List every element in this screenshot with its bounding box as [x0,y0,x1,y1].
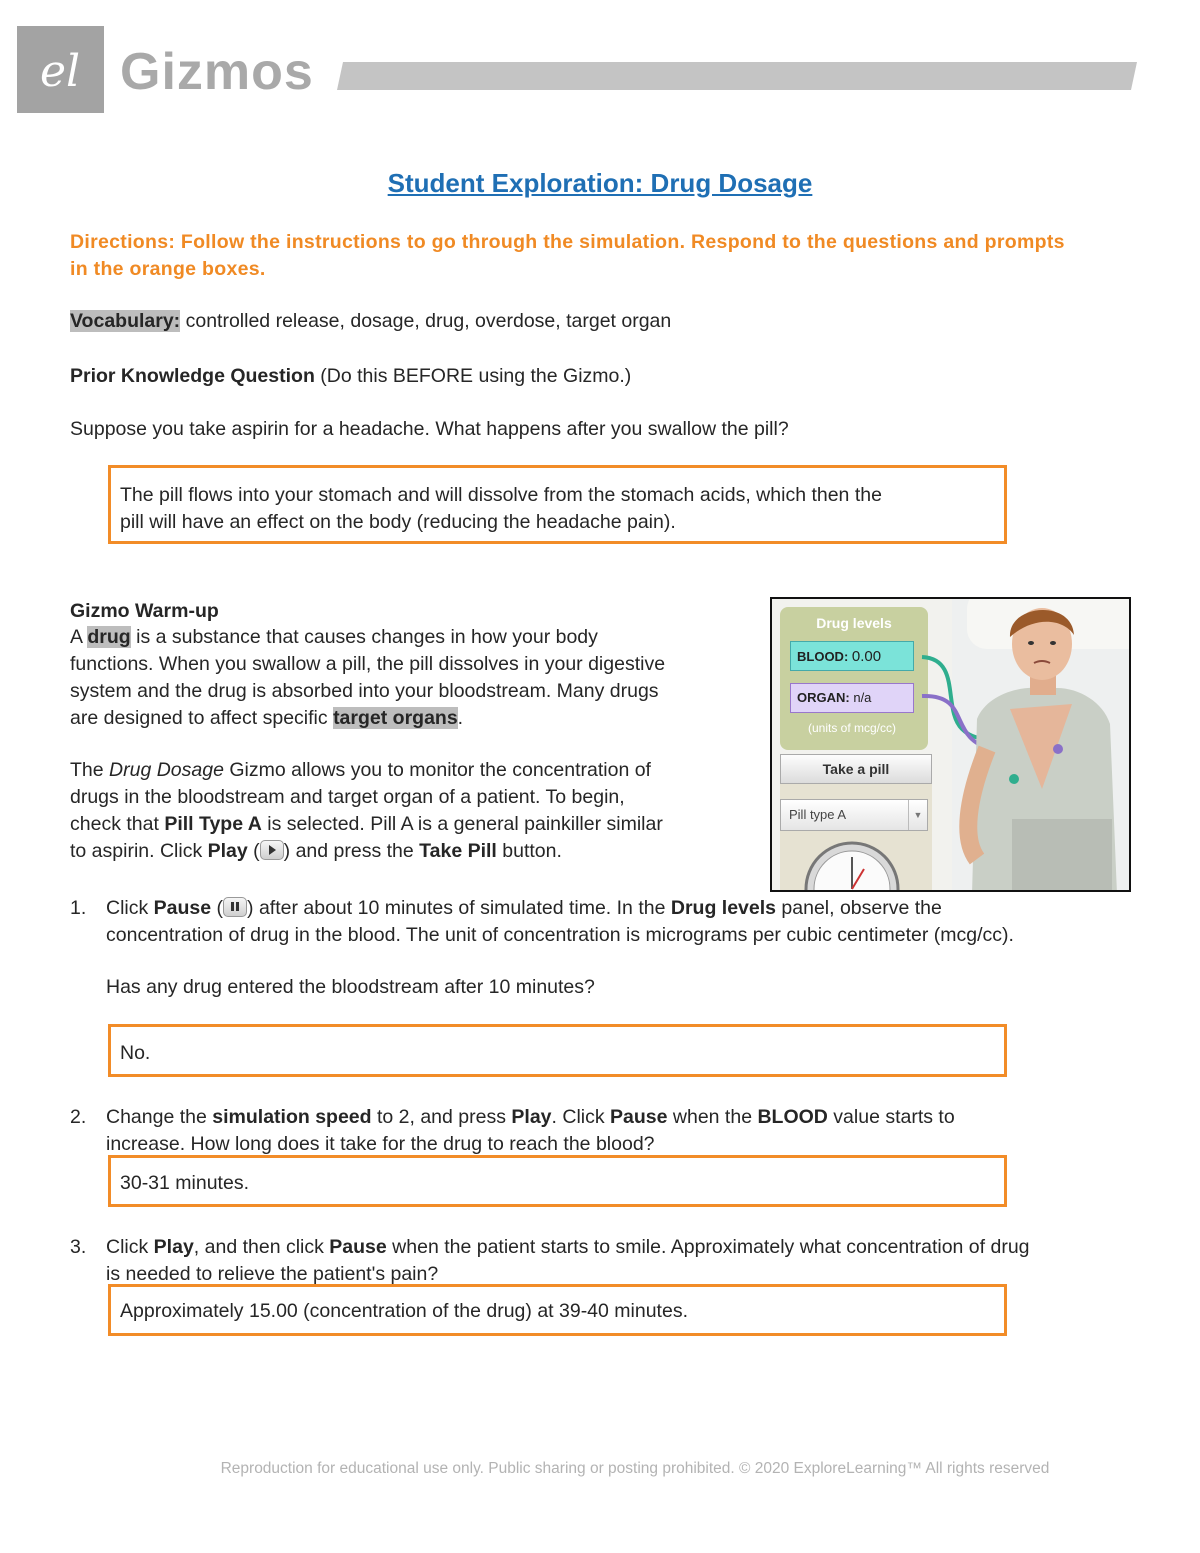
question-1-sub: Has any drug entered the bloodstream after 10 minutes? [106,976,595,998]
gizmo-simulation-image [770,597,1131,892]
warmup-paragraph-1: A drug is a substance that causes changes in how your body functions. When you swallow a pill, the pill dissolves in your digestive system and the drug is absorbed into your bloodstream. Many drugs are designed to affect specific target organs. [70,626,666,729]
term-target-organs: target organs [333,707,458,729]
page-title: Student Exploration: Drug Dosage [387,168,813,198]
prior-knowledge-heading [70,363,631,390]
svg-text:el: el [39,46,81,97]
term-drug: drug [87,626,131,648]
blood-readout: BLOOD: 0.00 [790,641,914,671]
answer-text: No. [120,1042,151,1064]
answer-box-2[interactable] [108,1155,1007,1207]
take-pill-button[interactable]: Take a pill [780,754,932,784]
prior-heading-label: Prior Knowledge Question [70,365,315,387]
question-3: Click Play, and then click Pause when the patient starts to smile. Approximately what concentration of drug is needed to relieve the patient's pain? [106,1236,1030,1285]
logo [17,26,104,113]
footer-copyright: Reproduction for educational use only. Public sharing or posting prohibited. © 2020 ExploreLearning™ All rights reserved [220,1460,1050,1477]
el-logo-icon [17,26,104,113]
prior-note: (Do this BEFORE using the Gizmo.) [314,365,632,387]
pill-type-select[interactable]: Pill type A ▼ [780,799,928,831]
vocabulary-label: Vocabulary: [70,310,181,332]
organ-readout: ORGAN: n/a [790,683,914,713]
pause-icon [223,897,247,917]
vocabulary [70,308,671,335]
play-icon [260,840,284,860]
answer-text: Approximately 15.00 (concentration of the drug) at 39-40 minutes. [120,1300,688,1322]
prior-answer-line: The pill flows into your stomach and will dissolve from the stomach acids, which then the [120,484,882,506]
drug-levels-title: Drug levels [816,615,892,631]
answer-text: 30-31 minutes. [120,1172,249,1194]
question-1: Click Pause ( ) after about 10 minutes of simulated time. In the Drug levels panel, observe the concentration of drug in the blood. The unit of concentration is micrograms per cubic centimeter (mcg/cc). [106,897,1014,946]
prior-answer-line: pill will have an effect on the body (reducing the headache pain). [120,511,676,533]
question-2: Change the simulation speed to 2, and press Play. Click Pause when the BLOOD value starts to increase. How long does it take for the drug to reach the blood? [106,1106,955,1155]
question-number: 2. [70,1106,87,1128]
header-bar [337,62,1137,90]
units-label: (units of mcg/cc) [807,721,897,735]
directions: Directions: Follow the instructions to go through the simulation. Respond to the questions and prompts in the orange boxes. [70,231,1065,280]
brand-name: Gizmos [120,43,314,101]
prior-question: Suppose you take aspirin for a headache. What happens after you swallow the pill? [70,418,789,440]
chevron-down-icon: ▼ [908,800,927,830]
question-number: 3. [70,1236,87,1258]
question-number: 1. [70,897,87,919]
answer-box-3[interactable] [108,1284,1007,1336]
warmup-heading: Gizmo Warm-up [70,600,219,622]
warmup-paragraph-2: The Drug Dosage Gizmo allows you to monitor the concentration of drugs in the bloodstream and target organ of a patient. To begin, check that Pill Type A is selected. Pill A is a general painkiller similar to aspirin. Click Play ( ) and press the Take Pill button. [70,759,663,862]
answer-box-1[interactable] [108,1024,1007,1077]
prior-answer-box[interactable] [108,465,1007,544]
vocabulary-terms: controlled release, dosage, drug, overdose, target organ [180,310,672,332]
